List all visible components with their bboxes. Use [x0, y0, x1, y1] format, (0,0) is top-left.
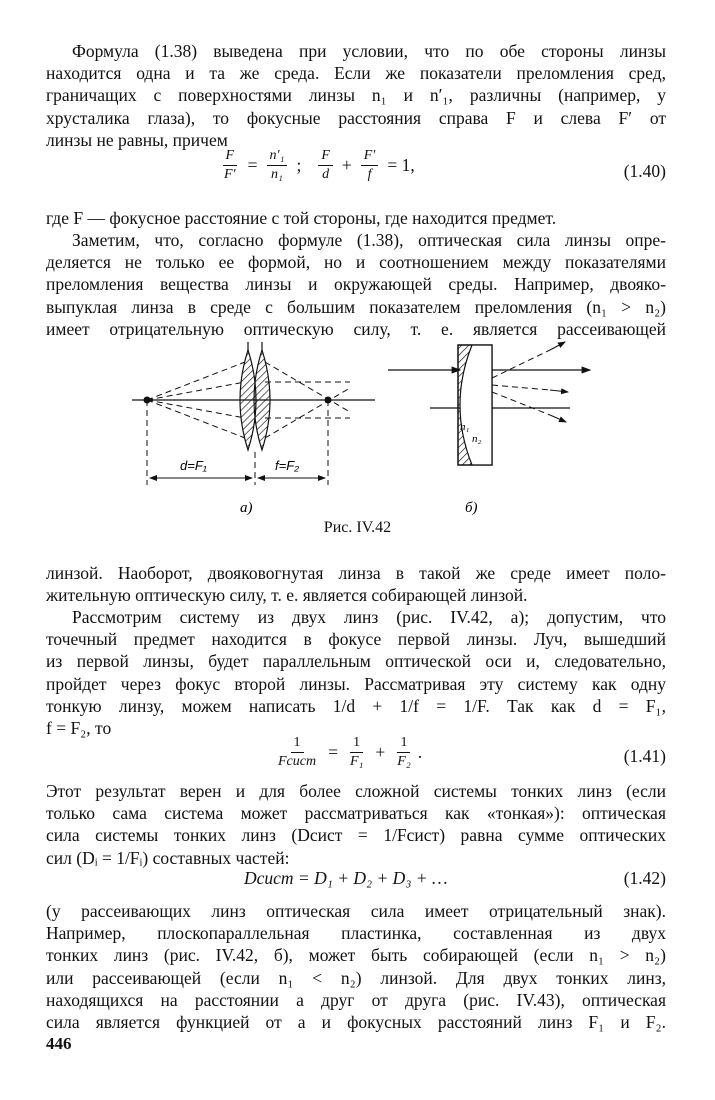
text-line: Этот результат верен и для более сложной системы тонких линз (если [46, 781, 666, 801]
equation-number: (1.41) [623, 746, 666, 766]
text-line: Например, плоскопараллельная пластинка, составленная из двух [46, 923, 666, 944]
text-line: имеет отрицательную оптическую силу, т. е. является рассеивающей [46, 318, 666, 339]
text-line: линзой. Наоборот, двояковогнутая линза в такой же среде имеет поло- [46, 563, 666, 583]
figure-iv-42 [120, 340, 600, 540]
fraction: $\frac{F'}{f}$ [361, 148, 379, 183]
text-line: пройдет через фокус второй линзы. Рассматривая эту систему как одну [46, 673, 666, 694]
focus-point-2 [325, 397, 332, 404]
fraction: $\frac{1}{\text{F₂}}$ [397, 735, 411, 769]
text-line: тонких линз (рис. IV.42, б), может быть собирающей (если n₁ > n₂) [46, 945, 666, 966]
text-line: где F — фокусное расстояние с той стороны, где находится предмет. [46, 208, 557, 228]
text-line: Формула (1.38) выведена при условии, что по обе стороны линзы [72, 41, 666, 61]
page-number: 446 [46, 1034, 72, 1053]
text-line: линзы не равны, причем [46, 129, 228, 150]
fraction: $\frac{\text{n′₁}}{\text{n₁}}$ [267, 148, 288, 183]
text-line: тонкую линзу, можем написать 1/d + 1/f = 1/F. Так как d = F₁, [46, 695, 666, 716]
text-line: (у рассеивающих линз оптическая сила имеет отрицательный знак). [46, 901, 666, 921]
text-line: сил (Dᵢ = 1/Fᵢ) составных частей: [46, 847, 290, 868]
text-line: только сама система может рассматриваться как «тонкая»): оптическая [46, 803, 666, 824]
equation-number: (1.42) [623, 868, 666, 888]
equation-1-42 [0, 868, 715, 892]
text-line: точечный предмет находится в фокусе первой линзы. Луч, вышедший [46, 629, 666, 650]
lens-2 [254, 350, 270, 450]
text-line: Рассмотрим систему из двух линз (рис. IV.42, а); допустим, что [72, 607, 666, 627]
text-line: преломления вещества линзы и окружающей среды. Например, двояко- [46, 274, 666, 295]
text-line: находится одна и та же среда. Если же показатели преломления сред, [46, 63, 666, 84]
text-line: сила системы тонких линз (Dсист = 1/Fсист) равна сумме оптических [46, 825, 666, 846]
label-d: d=F₁ [180, 458, 207, 473]
text-line: деляется не только ее формой, но и соотношением между показателями [46, 252, 666, 273]
label-a: а) [240, 500, 253, 516]
rays-b [492, 350, 550, 415]
text-line: Заметим, что, согласно формуле (1.38), оптическая сила линзы опре- [72, 230, 666, 250]
paragraph-2 [46, 207, 666, 229]
text-line: f = F₂, то [46, 717, 112, 738]
focus-point-1 [144, 397, 151, 404]
text-line: находящихся на расстоянии а друг от друга (рис. IV.43), оптическая [46, 989, 666, 1010]
fraction: $\frac{F}{F'}$ [224, 148, 236, 182]
equation-1-41: $\frac{1}{\text{Fсист}}$ = $\frac{1}{\text{F₁}}$ + $\frac{1}{\text{F₂}}$ . (1.41) [0, 735, 715, 781]
text-line: хрусталика глаза), то фокусные расстояния справа F и слева F′ от [46, 107, 666, 128]
paragraph-1 [46, 40, 666, 151]
label-n2: n₂ [472, 433, 482, 445]
equation-1-40: $\frac{F}{F'}$ = $\frac{\text{n′₁}}{\text{n₁}}$ ; $\frac{F}{d}$ + $\frac{F'}{f}$ = 1, (1.40) [0, 148, 715, 198]
paragraph-3 [46, 229, 666, 340]
paragraph-6 [46, 780, 666, 869]
fraction: $\frac{1}{\text{Fсист}}$ [278, 735, 317, 769]
paragraph-4 [46, 562, 666, 606]
text-line: жительную оптическую силу, т. е. является собирающей линзой. [46, 585, 528, 606]
text-line: граничащих с поверхностями линзы n₁ и n′₁, различны (например, у [46, 85, 666, 106]
figure-caption: Рис. IV.42 [323, 519, 392, 536]
equation-text: Dсист = D₁ + D₂ + D₃ + … [244, 868, 448, 888]
text-line: или рассеивающей (если n₁ < n₂) линзой. Для двух тонких линз, [46, 967, 666, 988]
label-b: б) [465, 500, 478, 516]
text-line: сила является функцией от а и фокусных расстояний линз F₁ и F₂. [46, 1011, 666, 1032]
text-line: выпуклая линза в среде с большим показателем преломления (n₁ > n₂) [46, 296, 666, 317]
label-f: f=F₂ [275, 458, 300, 473]
text-line: из первой линзы, будет параллельным оптической оси и, следовательно, [46, 651, 666, 672]
fraction: $\frac{F}{d}$ [318, 148, 333, 183]
paragraph-5 [46, 606, 666, 739]
paragraph-7 [46, 900, 666, 1033]
label-n1: n₁ [460, 421, 470, 433]
fraction: $\frac{1}{\text{F₁}}$ [349, 735, 364, 769]
equation-number: (1.40) [623, 161, 666, 181]
